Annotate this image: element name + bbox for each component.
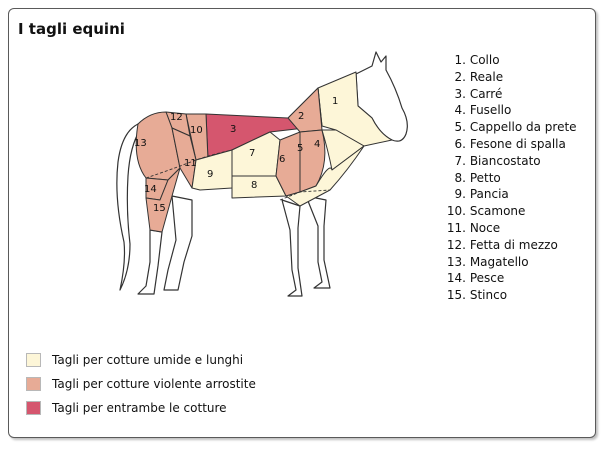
cut-item-12: 12. Fetta di mezzo bbox=[446, 237, 558, 252]
legend-swatch-both bbox=[26, 401, 41, 415]
legend bbox=[26, 348, 256, 420]
cut-item-6: 6. Fesone di spalla bbox=[454, 136, 566, 151]
map-label-6: 6 bbox=[279, 154, 286, 165]
cut-item-4: 4. Fusello bbox=[454, 103, 512, 118]
legend-item-humid bbox=[26, 348, 256, 372]
cuts-list bbox=[442, 52, 577, 304]
cut-item-15: 15. Stinco bbox=[446, 288, 508, 303]
cut-item-5: 5. Cappello da prete bbox=[454, 120, 577, 135]
cut-item-9: 9. Pancia bbox=[454, 187, 509, 202]
map-label-2: 2 bbox=[298, 111, 305, 122]
map-label-14: 14 bbox=[144, 184, 157, 195]
map-label-10: 10 bbox=[190, 125, 203, 136]
horse-front-leg-right bbox=[306, 196, 330, 288]
map-label-9: 9 bbox=[207, 169, 214, 180]
legend-item-roast bbox=[26, 372, 256, 396]
cut-item-7: 7. Biancostato bbox=[454, 153, 541, 168]
horse-hind-leg-left bbox=[138, 230, 162, 294]
legend-item-both bbox=[26, 396, 256, 420]
map-label-7: 7 bbox=[249, 148, 256, 159]
map-label-4: 4 bbox=[314, 139, 321, 150]
legend-swatch-humid bbox=[26, 353, 41, 367]
map-label-8: 8 bbox=[251, 180, 258, 191]
cut-item-1: 1. Collo bbox=[454, 53, 500, 67]
map-label-5: 5 bbox=[297, 143, 304, 154]
cut-item-2: 2. Reale bbox=[454, 69, 504, 84]
map-label-1: 1 bbox=[332, 96, 339, 107]
legend-label-both: Tagli per entrambe le cotture bbox=[52, 401, 227, 415]
legend-label-roast: Tagli per cotture violente arrostite bbox=[52, 377, 256, 391]
cut-item-8: 8. Petto bbox=[454, 170, 501, 185]
cut-item-11: 11. Noce bbox=[446, 220, 501, 235]
horse-front-leg-left bbox=[282, 200, 302, 296]
map-label-13: 13 bbox=[134, 138, 147, 149]
legend-label-humid: Tagli per cotture umide e lunghi bbox=[52, 353, 244, 367]
map-label-11: 11 bbox=[184, 158, 197, 169]
diagram-title: I tagli equini bbox=[18, 20, 125, 38]
map-label-15: 15 bbox=[153, 203, 166, 214]
cut-item-13: 13. Magatello bbox=[446, 254, 529, 269]
map-label-12: 12 bbox=[170, 112, 183, 123]
cut-item-3: 3. Carré bbox=[454, 86, 503, 101]
map-label-3: 3 bbox=[230, 124, 237, 135]
cut-item-10: 10. Scamone bbox=[446, 204, 526, 219]
cut-item-14: 14. Pesce bbox=[446, 271, 505, 286]
legend-swatch-roast bbox=[26, 377, 41, 391]
